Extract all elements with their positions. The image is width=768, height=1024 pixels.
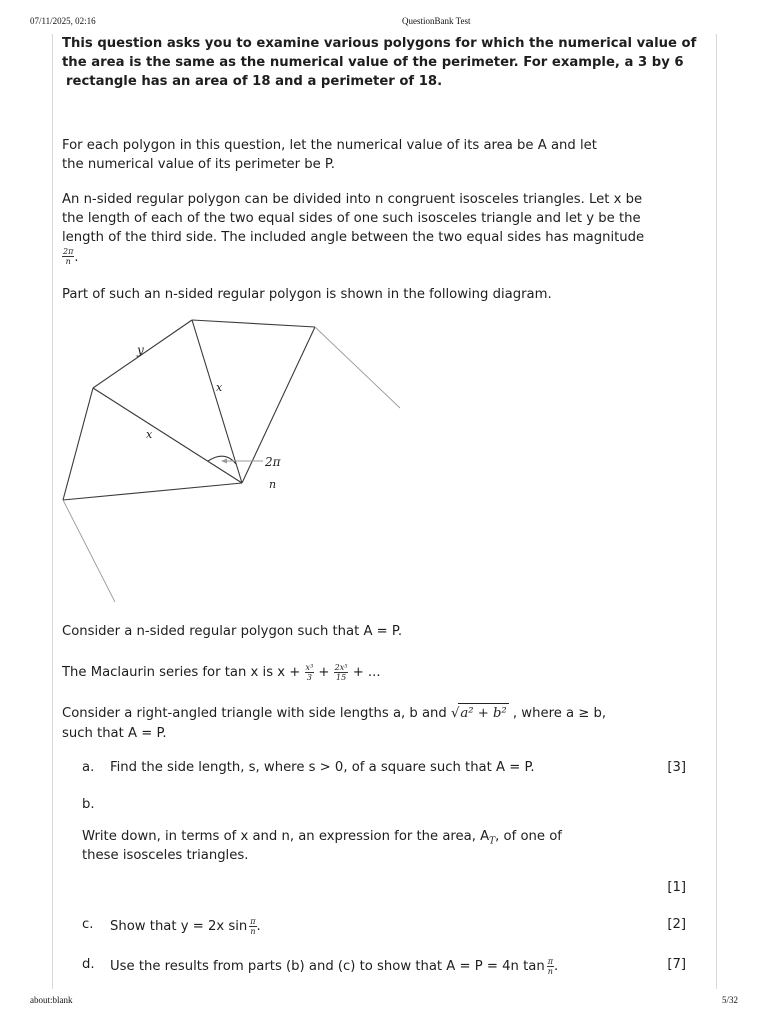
maclaurin-line: The Maclaurin series for tan x is x + $\frac{\text{x³}}{3}$ + $\frac{\text{2x⁵}}{15}$ + ... <box>62 662 381 682</box>
edge-faded-right <box>315 327 400 408</box>
angle-fraction: $\frac{2\pi}{n}$ . <box>63 247 79 266</box>
part-b-marks: [1] <box>667 880 686 895</box>
term2-den: 15 <box>335 672 347 682</box>
polygon-diagram <box>55 312 415 612</box>
part-d-label: d. <box>82 957 95 972</box>
part-b-text-main: Write down, in terms of x and n, an expression for the area, A <box>82 829 490 844</box>
header-datetime: 07/11/2025, 02:16 <box>30 16 96 26</box>
para6-suffix: , where a ≥ b, <box>512 706 607 721</box>
part-c-frac-den: n <box>250 926 256 936</box>
part-b-subscript: T <box>489 836 496 847</box>
part-d-text <box>110 952 558 980</box>
part-c-frac-num: π <box>250 916 256 926</box>
pointer-arrowhead <box>221 459 227 464</box>
para2-line-3: length of the third side. The included angle between the two equal sides has magnitude <box>62 230 645 245</box>
right-border <box>716 34 717 989</box>
part-c-text-end: . <box>256 918 261 934</box>
edge-left <box>63 388 93 500</box>
header-title: QuestionBank Test <box>402 16 471 26</box>
maclaurin-prefix: The Maclaurin series for tan x is x + <box>62 664 301 680</box>
part-a-marks: [3] <box>667 760 686 775</box>
label-angle-num: 2π <box>265 455 281 469</box>
para2-line-1: An n-sided regular polygon can be divided into n congruent isosceles triangles. Let x be <box>62 192 643 207</box>
part-c-label: c. <box>82 917 94 932</box>
radius-1 <box>192 320 242 483</box>
para6-prefix: Consider a right-angled triangle with side lengths a, b and <box>62 706 447 721</box>
part-c-text-main: Show that y = 2x sin <box>110 918 248 934</box>
angle-arc <box>208 456 236 464</box>
maclaurin-suffix: + ... <box>352 664 381 680</box>
edge-faded-left <box>63 500 115 602</box>
part-a-text: Find the side length, s, where s > 0, of a square such that A = P. <box>110 760 535 775</box>
term2-num: 2x⁵ <box>334 662 348 672</box>
label-x-upper: x <box>216 381 223 394</box>
part-d-frac-den: n <box>547 966 553 976</box>
part-d-marks: [7] <box>667 957 686 972</box>
para6-line-1: Consider a right-angled triangle with side lengths a, b and √a² + b² , where a ≥ b, <box>62 703 702 723</box>
para2-line-2: the length of each of the two equal sides of one such isosceles triangle and let y be the <box>62 211 641 226</box>
label-y: y <box>137 343 144 357</box>
term1-num: x³ <box>305 662 314 672</box>
footer-page: 5/32 <box>721 995 738 1005</box>
radius-4 <box>63 483 242 500</box>
radius-2 <box>93 388 242 483</box>
angle-frac-den: n <box>65 257 71 266</box>
intro-line-1: This question asks you to examine various polygons for which the numerical value of <box>62 36 697 51</box>
para1-line-1: For each polygon in this question, let the numerical value of its area be A and let <box>62 138 597 153</box>
para6-line-2: such that A = P. <box>62 726 167 741</box>
part-d-frac-num: π <box>547 956 553 966</box>
angle-frac-num: 2π <box>63 247 74 256</box>
para4: Consider a n-sided regular polygon such that A = P. <box>62 624 403 639</box>
part-b-label: b. <box>82 797 95 812</box>
part-b-text-end: , of one of <box>495 829 562 844</box>
para6-sqrt: a² + b² <box>458 703 508 723</box>
left-border <box>52 34 53 989</box>
part-d-text-end: . <box>553 958 559 974</box>
label-angle-den: n <box>269 478 277 491</box>
footer-url: about:blank <box>30 995 73 1005</box>
part-d-text-main: Use the results from parts (b) and (c) to show that A = P = 4n tan <box>110 958 545 974</box>
part-b-text-line-1 <box>82 829 562 847</box>
intro-line-3: rectangle has an area of 18 and a perimeter of 18. <box>66 74 443 89</box>
intro-line-2: the area is the same as the numerical value of the perimeter. For example, a 3 by 6 <box>62 55 684 70</box>
para3: Part of such an n-sided regular polygon is shown in the following diagram. <box>62 287 552 302</box>
para1-line-2: the numerical value of its perimeter be P. <box>62 157 335 172</box>
label-x-lower: x <box>146 428 153 441</box>
edge-top <box>192 320 315 327</box>
term1-den: 3 <box>306 672 312 682</box>
part-c-marks: [2] <box>667 917 686 932</box>
part-c-text <box>110 912 261 940</box>
part-a-label: a. <box>82 760 95 775</box>
part-b-text-line-2: these isosceles triangles. <box>82 848 249 863</box>
